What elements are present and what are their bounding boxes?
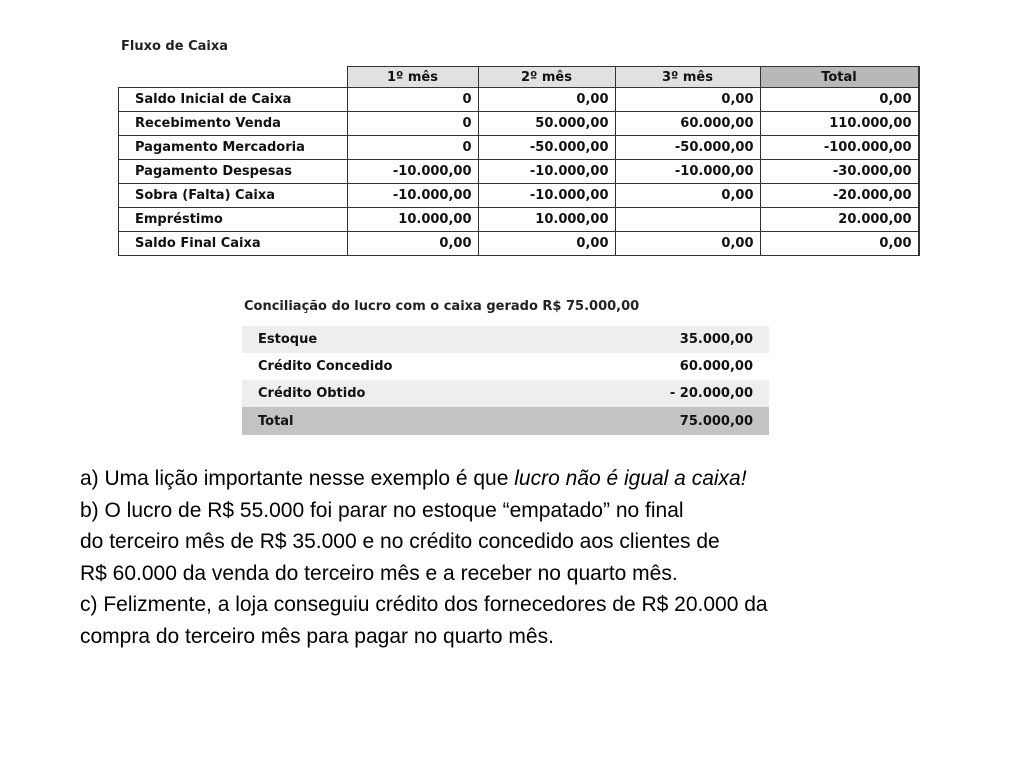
header-blank-cell (119, 67, 348, 88)
cell-value (615, 208, 760, 232)
cell-value: 10.000,00 (478, 208, 615, 232)
column-header-month-1: 1º mês (347, 67, 478, 88)
cell-value: 0,00 (760, 88, 919, 112)
row-label: Saldo Final Caixa (119, 232, 348, 256)
cell-value: 110.000,00 (760, 112, 919, 136)
table-row (119, 88, 919, 112)
table-row (119, 232, 919, 256)
cell-value: -10.000,00 (347, 184, 478, 208)
column-header-total: Total (760, 67, 919, 88)
note-c-line-2: compra do terceiro mês para pagar no quarto mês. (80, 624, 554, 648)
cell-value: 10.000,00 (347, 208, 478, 232)
cashflow-table (118, 66, 920, 256)
cell-value: 20.000,00 (760, 208, 919, 232)
row-label: Empréstimo (119, 208, 348, 232)
note-b-line-3: R$ 60.000 da venda do terceiro mês e a receber no quarto mês. (80, 561, 678, 585)
note-a-emphasis: lucro não é igual a caixa! (514, 467, 747, 490)
row-label: Saldo Inicial de Caixa (119, 88, 348, 112)
column-header-month-2: 2º mês (478, 67, 615, 88)
row-label: Pagamento Despesas (119, 160, 348, 184)
total-row (242, 407, 769, 435)
cell-value: -10.000,00 (615, 160, 760, 184)
cell-value: -10.000,00 (347, 160, 478, 184)
cell-value: 60.000,00 (679, 359, 753, 374)
table-row (119, 184, 919, 208)
row-label: Pagamento Mercadoria (119, 136, 348, 160)
cell-value: 60.000,00 (615, 112, 760, 136)
cell-value: -50.000,00 (478, 136, 615, 160)
table-row (242, 353, 769, 380)
cashflow-title: Fluxo de Caixa (121, 39, 229, 54)
cell-value: 0,00 (760, 232, 919, 256)
note-b-line-2: do terceiro mês de R$ 35.000 e no crédito concedido aos clientes de (80, 530, 720, 553)
table-row (119, 208, 919, 232)
row-label: Sobra (Falta) Caixa (119, 184, 348, 208)
table-row (119, 136, 919, 160)
row-label: Estoque (258, 332, 318, 347)
table-row (119, 160, 919, 184)
cashflow-header-row (119, 67, 919, 88)
cell-value: -100.000,00 (760, 136, 919, 160)
cell-value: 0 (347, 136, 478, 160)
reconciliation-table (242, 326, 769, 435)
note-a (80, 463, 960, 495)
cell-value: -10.000,00 (478, 184, 615, 208)
cell-value: 35.000,00 (679, 332, 753, 347)
table-row (119, 112, 919, 136)
cell-value: -50.000,00 (615, 136, 760, 160)
cell-value: 0,00 (615, 232, 760, 256)
note-a-text: a) Uma lição importante nesse exemplo é que (80, 467, 515, 490)
cell-value: -30.000,00 (760, 160, 919, 184)
row-label: Recebimento Venda (119, 112, 348, 136)
cell-value: - 20.000,00 (669, 386, 753, 401)
row-label: Crédito Concedido (258, 359, 393, 374)
column-header-month-3: 3º mês (615, 67, 760, 88)
cell-value: 50.000,00 (478, 112, 615, 136)
reconciliation-title: Conciliação do lucro com o caixa gerado R$ 75.000,00 (244, 299, 640, 314)
cell-value: 0,00 (478, 88, 615, 112)
notes-block (80, 463, 960, 652)
cell-value: 0,00 (615, 88, 760, 112)
cell-value: -10.000,00 (478, 160, 615, 184)
cell-value: 0,00 (478, 232, 615, 256)
row-label: Crédito Obtido (258, 386, 366, 401)
note-c-line-1: c) Felizmente, a loja conseguiu crédito dos fornecedores de R$ 20.000 da (80, 593, 768, 616)
table-row (242, 326, 769, 353)
cell-value: 0,00 (347, 232, 478, 256)
cell-value: 0 (347, 88, 478, 112)
cell-value: 0,00 (615, 184, 760, 208)
cell-value: -20.000,00 (760, 184, 919, 208)
total-value: 75.000,00 (679, 413, 753, 429)
cell-value: 0 (347, 112, 478, 136)
total-label: Total (258, 413, 294, 429)
table-row (242, 380, 769, 407)
note-b-line-1: b) O lucro de R$ 55.000 foi parar no estoque “empatado” no final (80, 498, 684, 522)
